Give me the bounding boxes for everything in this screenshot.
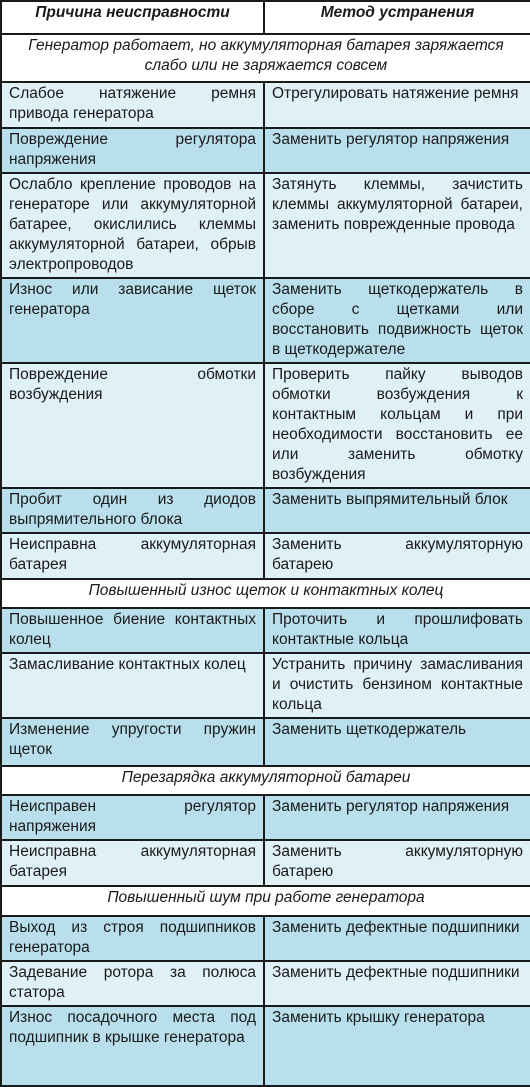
header-cause: Причина неисправности <box>1 1 264 34</box>
table-row <box>1 961 530 1006</box>
fix-cell: Затянуть клеммы, зачистить клеммы аккумуляторной батареи, заменить поврежденные провода <box>264 173 530 278</box>
fix-cell: Заменить регулятор напряжения <box>264 795 530 840</box>
table-row <box>1 363 530 488</box>
cause-cell: Задевание ротора за полюса статора <box>1 961 264 1006</box>
table-row <box>1 82 530 128</box>
table-row <box>1 488 530 533</box>
table-row <box>1 128 530 173</box>
section-title: Повышенный шум при работе генератора <box>1 886 530 916</box>
fix-cell: Проверить пайку выводов обмотки возбуждения к контактным кольцам и при необходимости восстановить ее или заменить обмотку возбуждения <box>264 363 530 488</box>
cause-cell: Изменение упругости пружин щеток <box>1 718 264 766</box>
table-row <box>1 718 530 766</box>
fix-cell: Устранить причину замасливания и очистить бензином контактные кольца <box>264 653 530 718</box>
cause-cell: Повреждение регулятора напряжения <box>1 128 264 173</box>
section-title: Генератор работает, но аккумуляторная батарея заряжается слабо или не заряжается совсем <box>1 34 530 82</box>
fix-cell: Заменить аккумуляторную батарею <box>264 840 530 886</box>
table-row <box>1 916 530 961</box>
section-title: Перезарядка аккумуляторной батареи <box>1 766 530 795</box>
fix-cell: Проточить и прошлифовать контактные кольца <box>264 608 530 653</box>
cause-cell: Износ посадочного места под подшипник в крышке генератора <box>1 1006 264 1086</box>
section-header-row <box>1 886 530 916</box>
fix-cell: Заменить крышку генератора <box>264 1006 530 1086</box>
table-row <box>1 840 530 886</box>
fix-cell: Заменить щеткодержатель в сборе с щетками или восстановить подвижность щеток в щеткодержателе <box>264 278 530 363</box>
section-header-row <box>1 766 530 795</box>
cause-cell: Неисправна аккумуляторная батарея <box>1 533 264 579</box>
cause-cell: Неисправен регулятор напряжения <box>1 795 264 840</box>
cause-cell: Повышенное биение контактных колец <box>1 608 264 653</box>
fix-cell: Заменить дефектные подшипники <box>264 961 530 1006</box>
fix-cell: Заменить регулятор напряжения <box>264 128 530 173</box>
cause-cell: Износ или зависание щеток генератора <box>1 278 264 363</box>
cause-cell: Слабое натяжение ремня привода генератора <box>1 82 264 128</box>
cause-cell: Повреждение обмотки возбуждения <box>1 363 264 488</box>
table-row <box>1 278 530 363</box>
table-row <box>1 795 530 840</box>
cause-cell: Замасливание контактных колец <box>1 653 264 718</box>
header-row <box>1 1 530 34</box>
section-header-row <box>1 34 530 82</box>
table-row <box>1 1006 530 1086</box>
cause-cell: Пробит один из диодов выпрямительного блока <box>1 488 264 533</box>
fix-cell: Заменить щеткодержатель <box>264 718 530 766</box>
table-row <box>1 173 530 278</box>
fix-cell: Заменить аккумуляторную батарею <box>264 533 530 579</box>
table-row <box>1 533 530 579</box>
cause-cell: Неисправна аккумуляторная батарея <box>1 840 264 886</box>
section-header-row <box>1 579 530 608</box>
fix-cell: Отрегулировать натяжение ремня <box>264 82 530 128</box>
cause-cell: Ослабло крепление проводов на генераторе или аккумуляторной батарее, окислились клеммы аккумуляторной батареи, обрыв электропроводов <box>1 173 264 278</box>
table-row <box>1 608 530 653</box>
section-title: Повышенный износ щеток и контактных колец <box>1 579 530 608</box>
table-row <box>1 653 530 718</box>
header-fix: Метод устранения <box>264 1 530 34</box>
fix-cell: Заменить дефектные подшипники <box>264 916 530 961</box>
cause-cell: Выход из строя подшипников генератора <box>1 916 264 961</box>
fix-cell: Заменить выпрямительный блок <box>264 488 530 533</box>
